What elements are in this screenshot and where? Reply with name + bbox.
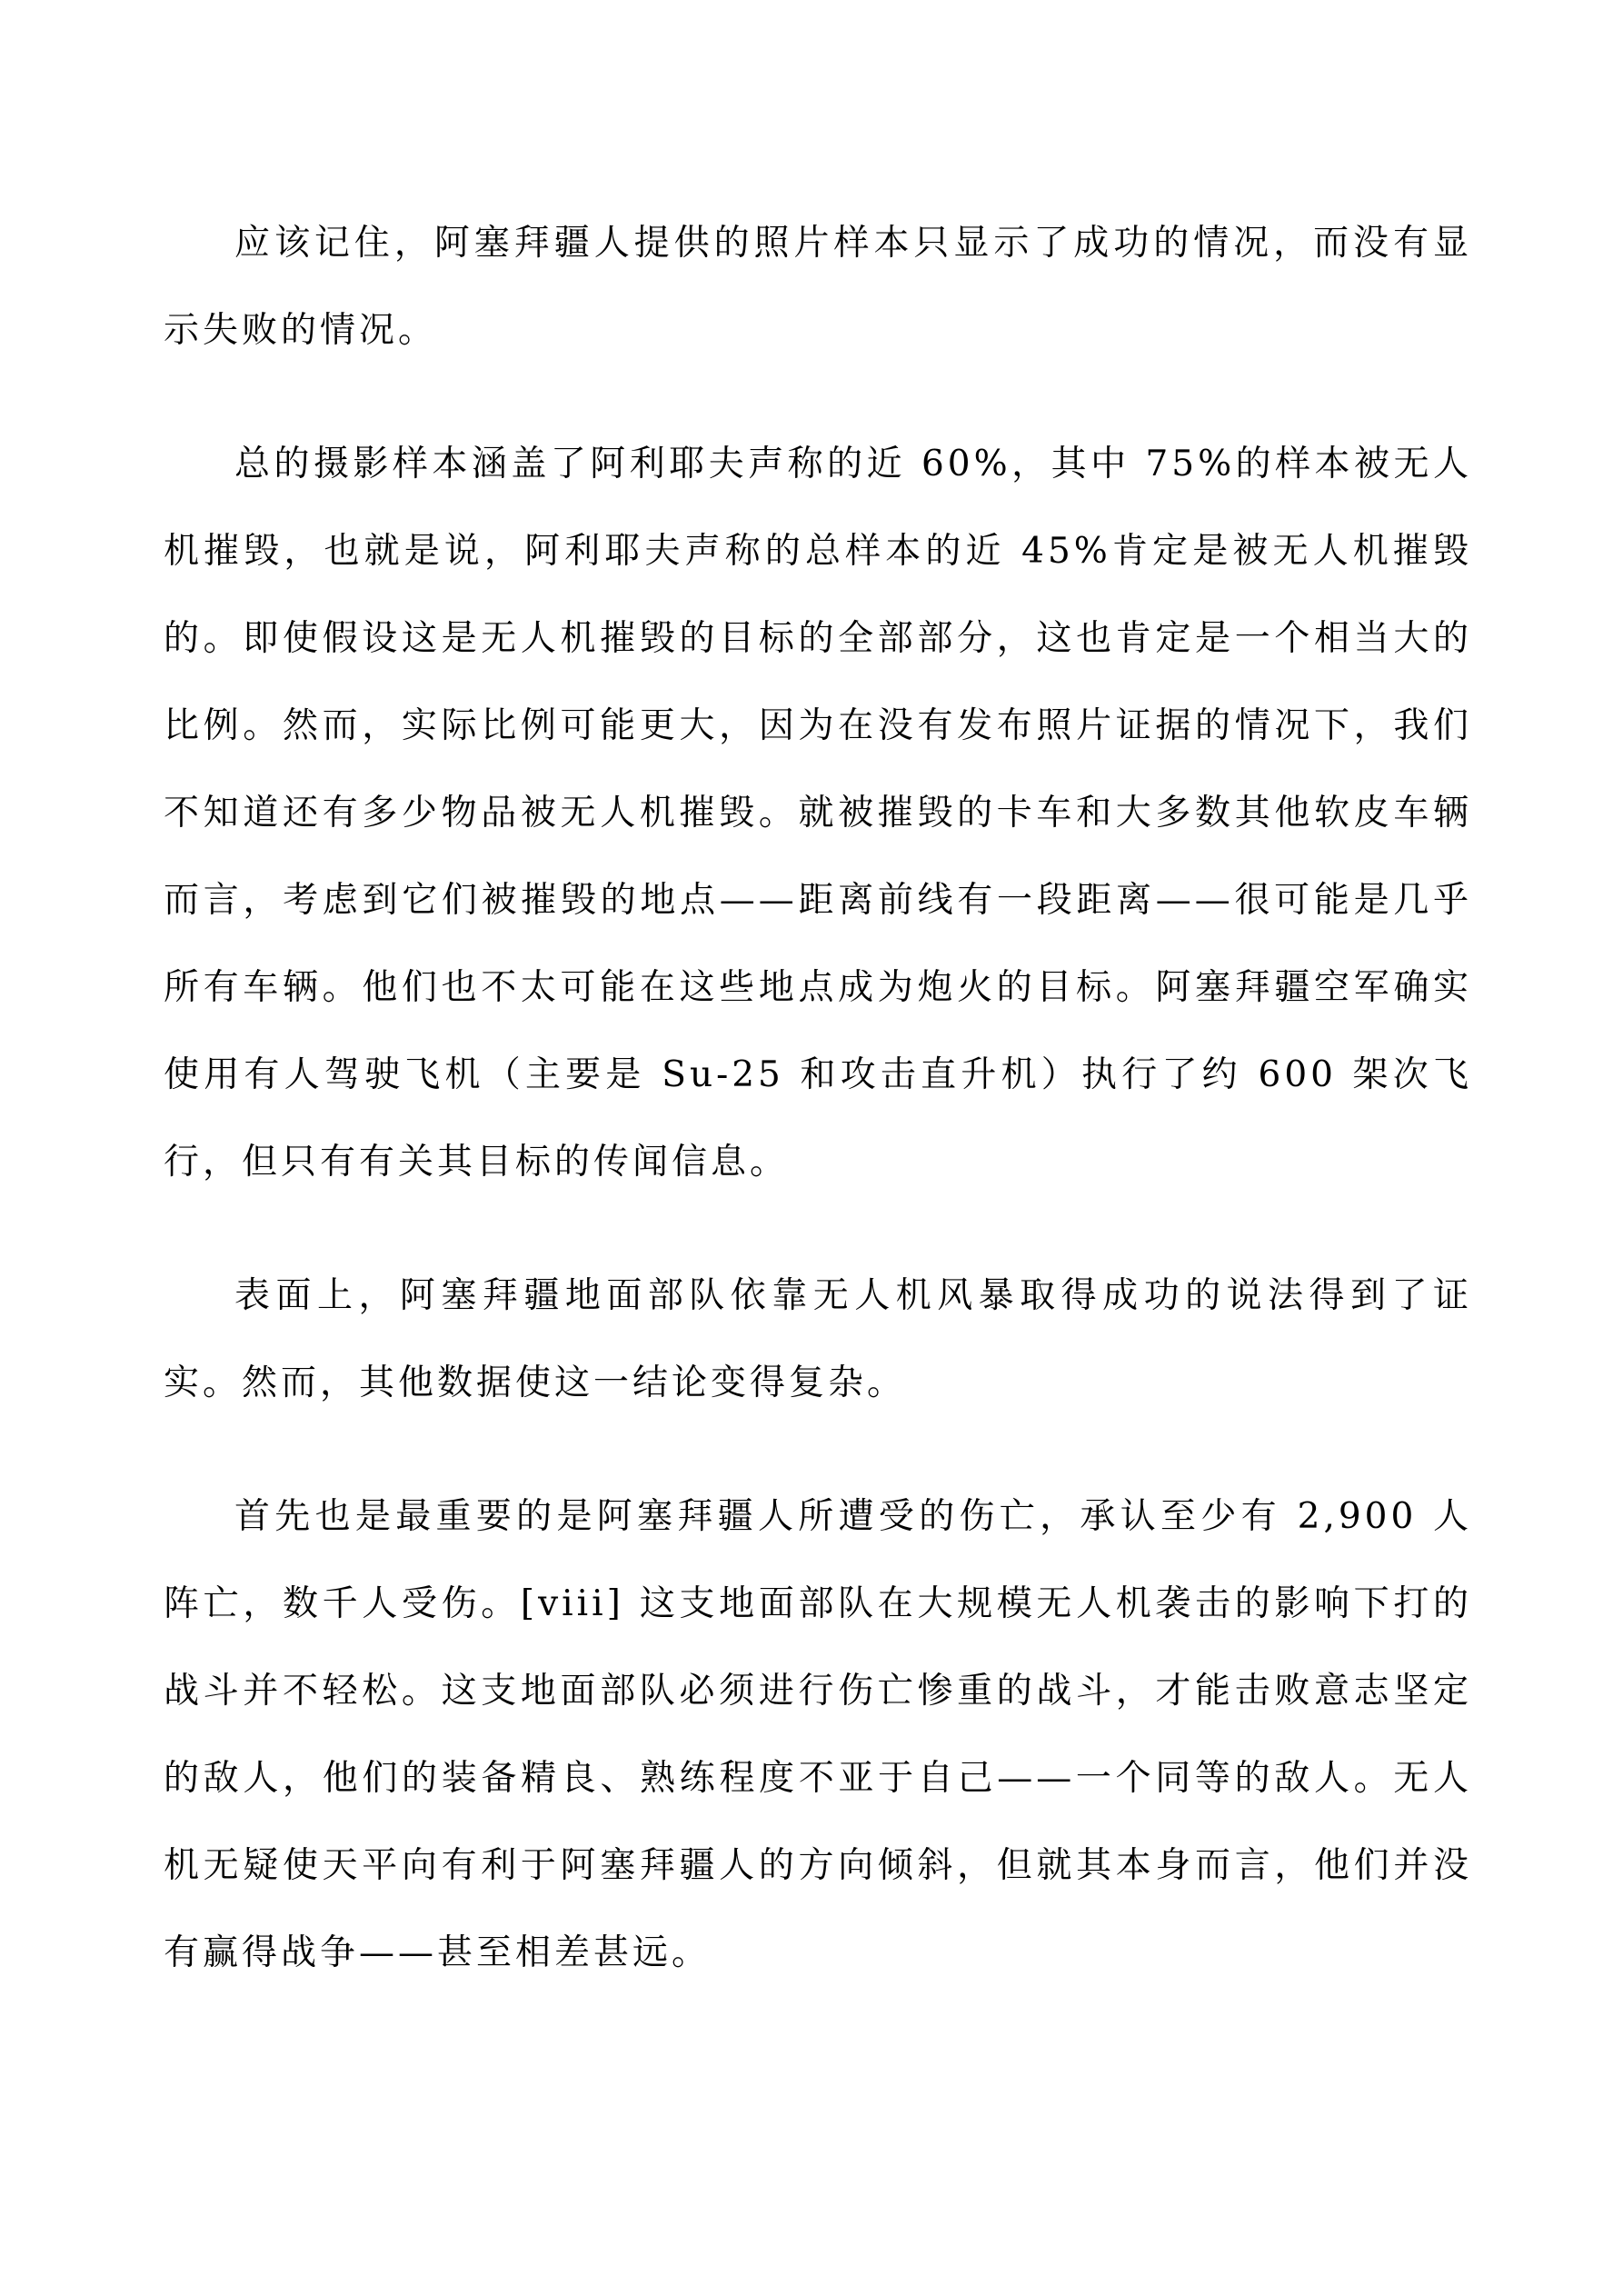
document-body <box>164 200 1472 1997</box>
paragraph-surface-conclusion: 表面上，阿塞拜疆地面部队依靠无人机风暴取得成功的说法得到了证实。然而，其他数据使这一结论变得复杂。 <box>164 1275 1472 1403</box>
paragraph-drone-share: 总的摄影样本涵盖了阿利耶夫声称的近 60%，其中 75%的样本被无人机摧毁，也就是说，阿利耶夫声称的总样本的近 45%肯定是被无人机摧毁的。即使假设这是无人机摧毁的目标的全部部分，这也肯定是一个相当大的比例。然而，实际比例可能更大，因为在没有发布照片证据的情况下，我们不知道还有多少物品被无人机摧毁。就被摧毁的卡车和大多数其他软皮车辆而言，考虑到它们被摧毁的地点——距离前线有一段距离——很可能是几乎所有车辆。他们也不太可能在这些地点成为炮火的目标。阿塞拜疆空军确实使用有人驾驶飞机（主要是 Su-25 和攻击直升机）执行了约 600 架次飞行，但只有有关其目标的传闻信息。 <box>164 444 1472 1183</box>
paragraph-casualties: 首先也是最重要的是阿塞拜疆人所遭受的伤亡，承认至少有 2,900 人阵亡，数千人受伤。[viii] 这支地面部队在大规模无人机袭击的影响下打的战斗并不轻松。这支地面部队必须进行伤亡惨重的战斗，才能击败意志坚定的敌人，他们的装备精良、熟练程度不亚于自己——一个同等的敌人。无人机无疑使天平向有利于阿塞拜疆人的方向倾斜，但就其本身而言，他们并没有赢得战争——甚至相差甚远。 <box>164 1496 1472 1973</box>
paragraph-photo-sample: 应该记住，阿塞拜疆人提供的照片样本只显示了成功的情况，而没有显示失败的情况。 <box>164 223 1472 351</box>
